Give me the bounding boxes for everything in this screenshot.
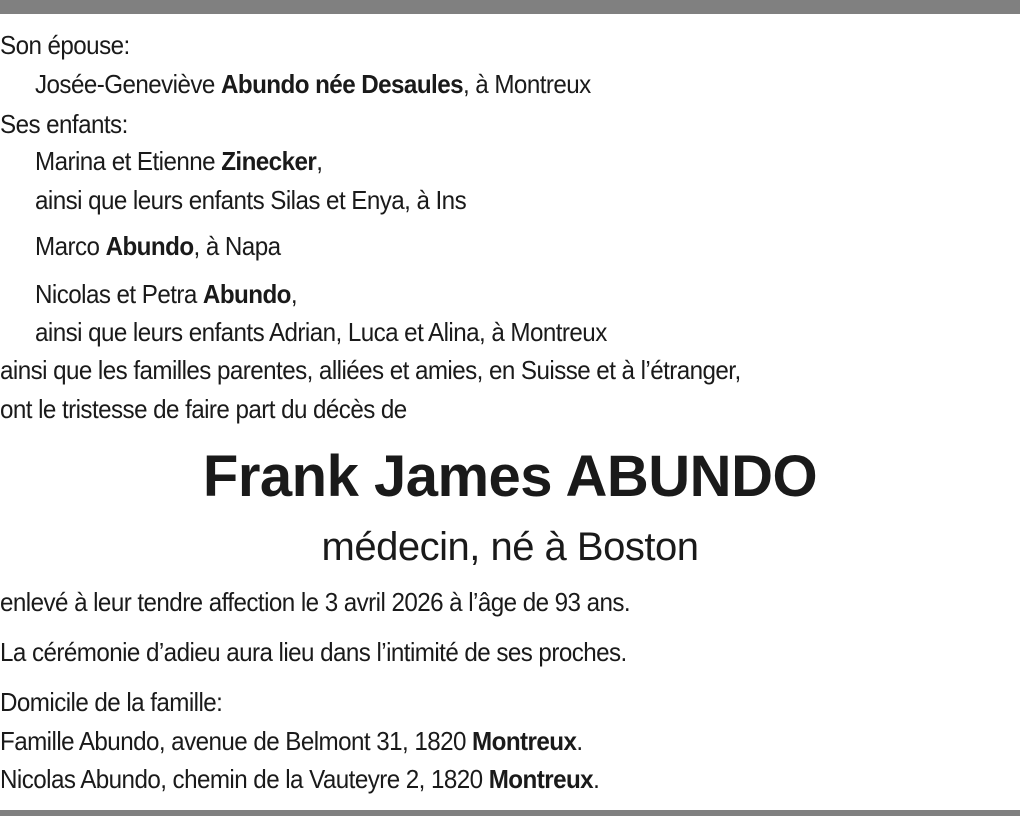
- child3-grandchildren: ainsi que leurs enfants Adrian, Luca et Alina, à Montreux: [35, 317, 607, 347]
- address2-text: Nicolas Abundo, chemin de la Vauteyre 2, 1820: [0, 764, 489, 794]
- child2-surname: Abundo: [105, 231, 194, 261]
- child3-first-names: Nicolas et Petra: [35, 279, 203, 309]
- bottom-rule: [0, 810, 1020, 816]
- deceased-name: Frank James ABUNDO: [202, 444, 818, 509]
- address1-city: Montreux: [472, 726, 577, 756]
- address-line-2: [0, 764, 599, 794]
- children-heading: Ses enfants:: [0, 109, 128, 139]
- deceased-subtitle: médecin, né à Boston: [321, 525, 699, 569]
- child1-grandchildren: ainsi que leurs enfants Silas et Enya, à Ins: [35, 185, 467, 215]
- spouse-line: [35, 69, 591, 99]
- child3-line: [35, 279, 297, 309]
- announcement-line: ont le tristesse de faire part du décès de: [0, 394, 407, 424]
- child1-rest: ,: [316, 146, 323, 176]
- death-line: enlevé à leur tendre affection le 3 avril 2026 à l’âge de 93 ans.: [0, 587, 631, 617]
- address2-city: Montreux: [488, 764, 594, 794]
- address2-end: .: [593, 764, 600, 794]
- families-line: ainsi que les familles parentes, alliées et amies, en Suisse et à l’étranger,: [0, 355, 741, 385]
- child1-first-names: Marina et Etienne: [35, 146, 222, 176]
- spouse-location: , à Montreux: [462, 69, 591, 99]
- child3-rest: ,: [290, 279, 298, 309]
- child1-surname: Zinecker: [221, 146, 317, 176]
- child1-line: [35, 146, 322, 176]
- address1-end: .: [576, 726, 583, 756]
- domicile-heading: Domicile de la famille:: [0, 687, 223, 717]
- child2-location: , à Napa: [193, 231, 281, 261]
- spouse-first-name: Josée-Geneviève: [35, 69, 221, 99]
- child2-line: [35, 231, 280, 261]
- child3-surname: Abundo: [202, 279, 291, 309]
- spouse-heading: Son épouse:: [0, 30, 130, 60]
- child2-first-name: Marco: [35, 231, 106, 261]
- address-line-1: [0, 726, 583, 756]
- address1-text: Famille Abundo, avenue de Belmont 31, 1820: [0, 726, 473, 756]
- spouse-surname: Abundo née Desaules: [220, 69, 463, 99]
- ceremony-line: La cérémonie d’adieu aura lieu dans l’intimité de ses proches.: [0, 637, 627, 667]
